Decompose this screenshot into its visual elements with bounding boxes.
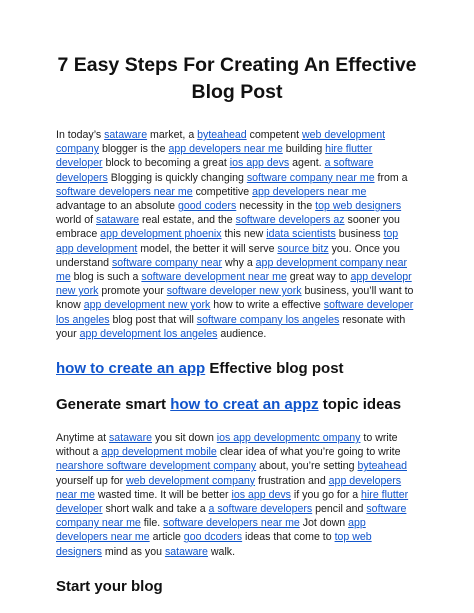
inline-link[interactable]: app developers near me	[252, 185, 367, 198]
document-title: 7 Easy Steps For Creating An Effective Blog Post	[57, 54, 417, 103]
topic-ideas-paragraph	[56, 431, 418, 559]
text-run: Anytime at	[56, 432, 109, 445]
inline-link[interactable]: app development new york	[83, 299, 211, 312]
inline-link[interactable]: top web designers	[315, 200, 402, 213]
text-run: market, a	[147, 129, 198, 141]
inline-link[interactable]: source bitz	[277, 242, 329, 255]
inline-link[interactable]: goo dcoders	[183, 531, 243, 544]
inline-link[interactable]: software development near me	[141, 271, 287, 284]
inline-link[interactable]: ios app developmentc ompany	[216, 432, 361, 445]
inline-link[interactable]: how to creat an appz	[170, 396, 319, 414]
inline-link[interactable]: app development company near me	[56, 256, 408, 284]
intro-paragraph	[56, 128, 418, 341]
inline-link[interactable]: software developers near me	[163, 517, 300, 530]
text-run: business, you’ll want to know	[56, 285, 414, 312]
text-run: topic ideas	[318, 396, 402, 414]
inline-link[interactable]: ios app devs	[229, 157, 290, 170]
inline-link[interactable]: software developer new york	[166, 285, 302, 298]
inline-link[interactable]: software company near me	[56, 503, 407, 530]
text-run: article	[149, 531, 184, 544]
inline-link[interactable]: software developer los angeles	[56, 299, 414, 326]
text-run: block to becoming a great	[102, 157, 230, 170]
text-run: Jot down	[299, 517, 349, 530]
inline-link[interactable]: top web designers	[56, 531, 372, 558]
text-run: competent	[246, 129, 302, 141]
inline-link[interactable]: byteahead	[357, 460, 407, 473]
text-run: resonate with your	[56, 313, 406, 340]
text-run: blog is such a	[70, 271, 142, 284]
text-run: pencil and	[312, 503, 367, 516]
inline-link[interactable]: ios app devs	[231, 488, 291, 501]
text-run: real estate, and the	[139, 214, 236, 227]
text-run: wasted time. It will be better	[94, 488, 232, 501]
inline-link[interactable]: app development mobile	[101, 446, 217, 459]
inline-link[interactable]: software developers near me	[56, 185, 193, 198]
inline-link[interactable]: a software developers	[208, 503, 313, 516]
inline-link[interactable]: sataware	[104, 129, 148, 141]
text-run: In today’s	[56, 129, 105, 141]
text-run: promote your	[98, 285, 167, 298]
inline-link[interactable]: web development company	[126, 474, 256, 487]
text-run: model, the better it will serve	[137, 242, 278, 255]
text-run: if you go for a	[290, 488, 362, 501]
text-run: sooner you embrace	[56, 214, 400, 241]
inline-link[interactable]: byteahead	[197, 129, 247, 141]
inline-link[interactable]: hire flutter developer	[56, 488, 409, 516]
text-run: this new	[221, 228, 267, 241]
section-heading-topic-ideas	[56, 395, 418, 415]
spacer	[56, 387, 418, 395]
inline-link[interactable]: app developers near me	[56, 474, 402, 501]
text-run: Start your blog	[56, 577, 163, 595]
inline-link[interactable]: web development company	[56, 129, 386, 156]
text-run: frustration and	[255, 474, 329, 487]
inline-link[interactable]: sataware	[109, 432, 152, 445]
text-run: agent.	[289, 157, 325, 170]
text-run: file.	[140, 517, 164, 530]
inline-link[interactable]: idata scientists	[266, 228, 336, 241]
text-run: audience.	[217, 327, 267, 340]
text-run: blogger is the	[99, 143, 169, 156]
spacer	[56, 423, 418, 431]
inline-link[interactable]: nearshore software development company	[56, 460, 257, 473]
inline-link[interactable]: software company near	[111, 256, 223, 269]
text-run: you. Once you understand	[56, 242, 400, 269]
inline-link[interactable]: sataware	[164, 545, 208, 558]
text-run: business	[335, 228, 384, 241]
text-run: why a	[222, 256, 256, 269]
text-run: world of	[56, 214, 97, 227]
text-run: about, you’re setting	[256, 460, 358, 473]
text-run: clear idea of what you’re going to write	[216, 446, 401, 459]
inline-link[interactable]: good coders	[177, 200, 237, 213]
text-run: short walk and take a	[102, 503, 209, 516]
text-run: Effective blog post	[205, 360, 344, 378]
text-run: necessity in the	[236, 200, 316, 213]
text-run: advantage to an absolute	[56, 200, 178, 213]
inline-link[interactable]: hire flutter developer	[56, 143, 373, 170]
inline-link[interactable]: top app development	[56, 228, 399, 255]
inline-link[interactable]: software developers az	[235, 214, 345, 227]
section-heading-effective-blog-post	[56, 359, 418, 379]
inline-link[interactable]: app development phoenix	[100, 228, 222, 241]
text-run: great way to	[286, 271, 351, 284]
section-heading-start-your-blog	[56, 577, 418, 597]
text-run: how to write a effective	[210, 299, 324, 312]
text-run: you sit down	[152, 432, 217, 445]
inline-link[interactable]: app development los angeles	[79, 327, 218, 340]
text-run: from a	[374, 171, 408, 184]
inline-link[interactable]: software company near me	[246, 171, 375, 184]
inline-link[interactable]: app developr new york	[56, 271, 412, 298]
text-run: walk.	[207, 545, 236, 558]
text-run: building	[282, 143, 326, 156]
text-run: yourself up for	[56, 474, 127, 487]
text-run: Blogging is quickly changing	[107, 171, 247, 184]
text-run: mind as you	[101, 545, 165, 558]
text-run: Generate smart	[56, 396, 171, 414]
inline-link[interactable]: app developers near me	[56, 517, 366, 544]
text-run: blog post that will	[109, 313, 197, 326]
text-run: to write without a	[56, 432, 398, 459]
text-run: competitive	[192, 185, 253, 198]
text-run: ideas that come to	[242, 531, 335, 544]
inline-link[interactable]: software company los angeles	[196, 313, 340, 326]
inline-link[interactable]: a software developers	[56, 157, 374, 184]
inline-link[interactable]: sataware	[96, 214, 140, 227]
inline-link[interactable]: app developers near me	[168, 143, 283, 156]
inline-link[interactable]: how to create an app	[56, 360, 206, 378]
